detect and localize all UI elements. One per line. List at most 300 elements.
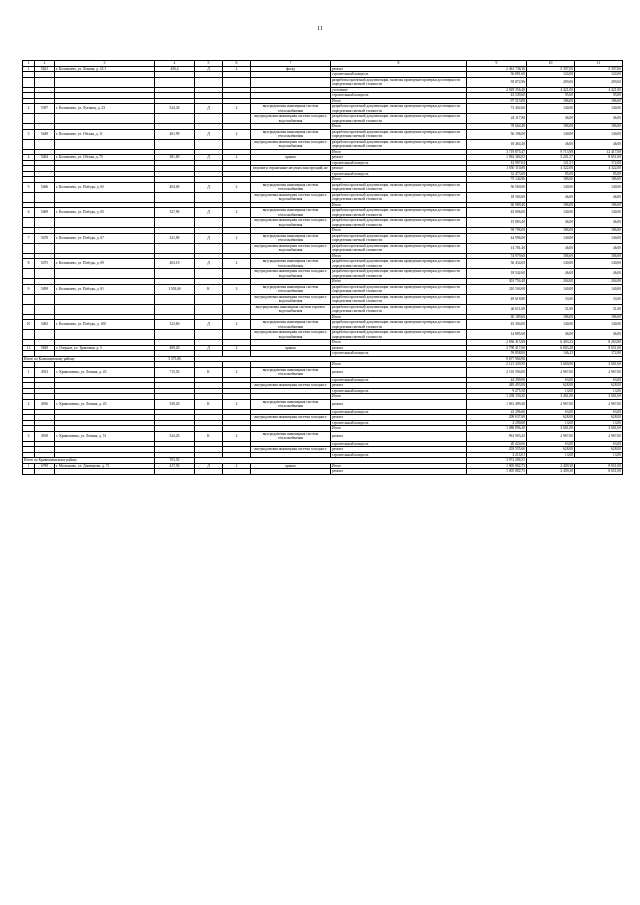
table-row [23,469,623,475]
table-cell: 10 [23,320,35,330]
table-cell [223,139,251,149]
table-cell: утепление [331,87,467,93]
table-cell: 6 [223,61,251,67]
table-cell: 12 417,00 [575,149,623,155]
table-cell: 186,00 [527,124,575,130]
table-cell: 2 [23,399,35,409]
table-cell: строительный контроль [331,72,467,78]
table-cell: 1 [23,463,35,469]
table-cell [35,218,55,228]
table-cell: г. Колпашево, ул. Ленина, д. 41/1 [55,66,155,72]
table-cell: внутридомовая инженерная система холодного водоснабжения [251,139,331,149]
table-cell: 46,00 [575,330,623,340]
table-cell: 4916 [35,399,55,409]
table-cell: 409,20 [155,345,195,351]
table-cell: 63,00 [527,441,575,447]
table-cell: Д [195,345,223,351]
table-cell: Д [195,182,223,192]
table-cell: внутридомовая инженерная система теплоснабжения [251,284,331,294]
table-cell: разработка проектной документации, включая проведение проверки достоверности определения сметной стоимости [331,77,467,87]
table-cell: разработка проектной документации, включая проведение проверки достоверности определения сметной стоимости [331,330,467,340]
table-cell: разработка проектной документации, включая проведение проверки достоверности определения сметной стоимости [331,104,467,114]
table-cell: 140,00 [527,320,575,330]
table-cell: 9 275,50 [467,388,527,394]
table-cell: разработка проектной документации, включая проведение проверки достоверности определения сметной стоимости [331,114,467,124]
table-cell: 172,00 [575,351,623,357]
table-cell: 2 [223,259,251,269]
table-cell: строительный контроль [331,351,467,357]
table-cell: г. Колпашево, ул. Победы, д. 100 [55,320,155,330]
table-cell: 140,00 [527,233,575,243]
table-cell: 56 434,00 [467,259,527,269]
table-cell: 140,00 [575,320,623,330]
table-cell: г. Колпашево, ул. Лугинец, д. 33 [55,104,155,114]
table-cell: 46,00 [527,192,575,202]
table-cell [55,77,155,87]
table-cell: строительный контроль [331,420,467,426]
table-cell: г. Колпашево, ул. Победы, д. 81 [55,284,155,294]
table-cell: 1 061 489,40 [467,399,527,409]
table-cell: 45 304,00 [467,320,527,330]
table-row [23,367,623,377]
table-cell [155,243,195,253]
table-cell: 204,00 [575,279,623,285]
table-cell: Д [195,463,223,469]
table-cell [55,469,155,475]
table-cell: 3 660,00 [527,362,575,368]
table-row [23,294,623,304]
table-cell: 186,00 [575,253,623,259]
table-cell [55,243,155,253]
table-cell: 124,00 [575,72,623,78]
table-cell: Д [195,320,223,330]
table-cell: 2 [223,66,251,72]
table-cell: 2 967,00 [575,367,623,377]
table-row [23,104,623,114]
table-cell: 186,00 [575,228,623,234]
table-cell: 4 216,01 [467,452,527,458]
table-cell [55,269,155,279]
table-cell: внутридомовая инженерная система теплоснабжения [251,431,331,441]
table-cell: 46,00 [575,139,623,149]
table-cell: 323,60 [155,320,195,330]
table-cell: Итого [331,463,467,469]
table-cell: 1 [23,367,35,377]
table-cell: 5499 [35,284,55,294]
table-row [23,233,623,243]
table-cell: внутридомовая инженерная система холодного водоснабжения [251,330,331,340]
table-cell [195,294,223,304]
table-cell: 3 661,00 [575,394,623,400]
table-cell: г. Колпашево, ул. Победы, д. 69 [55,259,155,269]
table-cell: 9 [23,284,35,294]
table-cell: 1 [23,66,35,72]
table-cell [23,330,35,340]
table-cell [55,304,155,314]
table-cell: 186,00 [527,314,575,320]
table-cell: 2 461 738,30 [467,66,527,72]
table-cell: Итого [331,98,467,104]
table-cell: 124,00 [527,72,575,78]
table-cell [155,114,195,124]
table-cell: строительный контроль [331,377,467,383]
table-cell: 140,00 [527,182,575,192]
table-row [23,269,623,279]
table-cell: 14 781,40 [467,243,527,253]
table-cell [55,139,155,149]
table-cell: 2 967,00 [575,431,623,441]
table-cell: 1 650 110,80 [467,166,527,172]
table-cell: 5449 [35,129,55,139]
table-row [23,129,623,139]
table-cell: 85,00 [527,171,575,177]
table-cell: 8 651,00 [575,345,623,351]
table-cell: 60 989,40 [467,202,527,208]
table-cell: 11 [23,345,35,351]
table-cell: 186,00 [527,253,575,259]
table-cell: 2 [223,182,251,192]
table-cell: 7 [23,233,35,243]
subtotal-area: 5 375,80 [155,356,195,362]
table-cell: ремонт [331,367,467,377]
table-cell: внутридомовая инженерная система теплоснабжения [251,399,331,409]
table-cell: крыша [251,155,331,161]
table-cell: 24 117,80 [467,114,527,124]
table-cell: 22 296,60 [467,409,527,415]
subtotal-sum: 3 972 286,55 [467,458,527,464]
table-cell: 140,00 [527,129,575,139]
table-cell: 46,00 [575,269,623,279]
table-cell: 4 421,00 [527,87,575,93]
table-cell: 8 651,00 [575,155,623,161]
table-cell: 59 796,00 [467,228,527,234]
table-cell: крыша [251,345,331,351]
table-cell: внутридомовая инженерная система теплоснабжения [251,129,331,139]
table-cell: 5 201,57 [527,155,575,161]
table-cell: Итого [331,279,467,285]
table-cell: 13,00 [575,388,623,394]
table-cell: 14 885,60 [467,330,527,340]
table-cell: 4 322,00 [575,166,623,172]
table-cell: ремонт [331,399,467,409]
table-cell: 2 [223,208,251,218]
table-cell: фасад [251,66,331,72]
table-cell: 140,00 [575,208,623,218]
table-cell: 33,00 [527,294,575,304]
table-cell: внутридомовая инженерная система холодного водоснабжения [251,192,331,202]
subtotal-label: Итого по Колпашевскому району [23,356,155,362]
table-cell: ремонт [331,415,467,421]
table-cell: внутридомовая инженерная система теплоснабжения [251,208,331,218]
table-cell: 46,00 [527,218,575,228]
table-cell: разработка проектной документации, включая проведение проверки достоверности определения сметной стоимости [331,243,467,253]
table-cell: внутридомовая инженерная система горячего водоснабжения [251,304,331,314]
table-cell [155,218,195,228]
table-cell: Итого [331,362,467,368]
table-cell: внутридомовая инженерная система холодного водоснабжения [251,269,331,279]
table-cell: 2 [35,61,55,67]
table-cell: разработка проектной документации, включая проведение проверки достоверности определения сметной стоимости [331,218,467,228]
table-cell: 140,00 [527,104,575,114]
table-cell: 5 [23,182,35,192]
table-cell: 715,50 [155,367,195,377]
table-cell: 381,80 [155,155,195,161]
table-cell: внутридомовая инженерная система теплоснабжения [251,104,331,114]
table-cell: 9 [467,61,527,67]
table-cell: с. Озерное, ул. Трактовая, д. 5 [55,345,155,351]
table-cell [195,192,223,202]
table-cell: 2 [223,320,251,330]
table-cell: 140,00 [575,104,623,114]
table-cell [195,330,223,340]
table-cell: 4 290,60 [467,420,527,426]
table-cell: Итого [331,253,467,259]
table-cell: разработка проектной документации, включая проведение проверки достоверности определения сметной стоимости [331,192,467,202]
table-cell: 45 906,00 [467,208,527,218]
table-cell: 4 [23,155,35,161]
table-cell: 324,29 [155,431,195,441]
table-cell: внутридомовая инженерная система теплоснабжения [251,367,331,377]
table-cell: 20 424,66 [467,441,527,447]
table-cell [223,294,251,304]
table-cell: Д [195,66,223,72]
table-cell: 1 503,60 [155,284,195,294]
table-cell [251,469,331,475]
table-cell: 5397 [35,104,55,114]
table-cell: 210 504,00 [467,284,527,294]
table-cell [23,114,35,124]
table-cell [23,139,35,149]
table-cell: 33,00 [575,294,623,304]
table-cell: 456,4 [155,66,195,72]
table-cell: К [195,367,223,377]
table-cell: 46,00 [527,243,575,253]
table-cell: 140,00 [575,259,623,269]
table-cell: 32 473,60 [467,171,527,177]
table-cell: 10 [527,61,575,67]
table-cell: 2 110 594,00 [467,367,527,377]
table-cell: Итого [331,340,467,346]
table-cell: ремонт [331,431,467,441]
table-cell: 4 [155,61,195,67]
table-cell: 5621 [35,66,55,72]
table-cell [223,469,251,475]
table-cell: 2 [223,345,251,351]
table-cell: строительный контроль [331,388,467,394]
table-cell: 1 963 384,03 [467,155,527,161]
table-cell: 46,00 [527,114,575,124]
table-cell: 2 [223,399,251,409]
table-cell [35,114,55,124]
table-cell: 186,00 [575,98,623,104]
table-cell [223,304,251,314]
table-cell: внутридомовая инженерная система холодного водоснабжения [251,294,331,304]
table-cell: ремонт [331,66,467,72]
table-cell: 9 713,98 [527,149,575,155]
table-cell: 5464 [35,155,55,161]
table-cell: Итого [331,149,467,155]
table-row [23,182,623,192]
table-cell [23,218,35,228]
table-cell [223,77,251,87]
table-cell: 18 464,40 [467,139,527,149]
table-cell: 358,20 [155,399,195,409]
table-cell: 46,00 [575,218,623,228]
table-cell: 1 005 882,75 [467,463,527,469]
table-cell: 6 803,28 [527,345,575,351]
table-cell: 3 661,00 [527,426,575,432]
table-cell: разработка проектной документации, включая проведение проверки достоверности определения сметной стоимости [331,208,467,218]
table-cell: 78 664,40 [467,124,527,130]
table-row [23,304,623,314]
table-cell: 8 263,00 [575,340,623,346]
table-cell: г. Колпашево, ул. Обская, д. 75 [55,155,155,161]
page-number: 11 [317,26,323,32]
table-cell: 56 196,00 [467,129,527,139]
table-cell: разработка проектной документации, включая проведение проверки достоверности определения сметной стоимости [331,269,467,279]
table-cell: 449 493,00 [467,383,527,389]
table-cell: 186,00 [575,202,623,208]
table-cell: 628,00 [527,447,575,453]
table-cell: с. Кривошеино, ул. Ленина, д. 51 [55,431,155,441]
table-cell: 56 881,60 [467,72,527,78]
table-cell: 140,00 [527,284,575,294]
table-row [23,77,623,87]
table-cell: 2 [223,104,251,114]
table-cell: 146,23 [527,351,575,357]
table-cell: 97 519,80 [467,98,527,104]
table-cell: 140,00 [575,129,623,139]
table-cell: 95,00 [527,93,575,99]
table-cell [55,114,155,124]
table-cell [155,139,195,149]
table-cell: 140,00 [575,182,623,192]
table-cell: 44 390,00 [467,377,527,383]
table-cell: Итого [331,202,467,208]
table-cell: 13,00 [575,452,623,458]
table-cell: К [195,284,223,294]
table-cell: строительный контроль [331,160,467,166]
table-cell [223,269,251,279]
table-cell: 140,00 [575,233,623,243]
subtotal-label: Итого по Кривошеинскому району [23,458,155,464]
table-cell: 1 238 150,20 [467,394,527,400]
table-cell [195,139,223,149]
table-cell: разработка проектной документации, включая проведение проверки достоверности определения сметной стоимости [331,129,467,139]
table-cell: 63,00 [527,377,575,383]
table-row [23,208,623,218]
table-cell [195,77,223,87]
table-cell: Д [195,155,223,161]
table-cell: 85,00 [575,171,623,177]
table-cell: 2 967,00 [527,367,575,377]
table-row [23,399,623,409]
table-cell: 2 [223,155,251,161]
table-cell [223,330,251,340]
table-cell: 186,00 [575,177,623,183]
table-cell: 403,10 [155,259,195,269]
table-cell: 417,50 [155,463,195,469]
table-cell [35,77,55,87]
table-cell: 3 [23,431,35,441]
table-cell: 2 [223,233,251,243]
table-cell: 203 555,60 [467,447,527,453]
table-cell: г. Колпашево, ул. Обская, д. 11 [55,129,155,139]
table-cell: 2 121 329,50 [467,362,527,368]
table-cell: 13,00 [575,420,623,426]
table-cell [55,294,155,304]
table-cell [23,469,35,475]
table-cell: разработка проектной документации, включая проведение проверки достоверности определения сметной стоимости [331,259,467,269]
table-cell: 2 967,00 [575,399,623,409]
table-cell: с. Кривошеино, ул. Ленина, д. 43 [55,367,155,377]
table-cell: 13,00 [527,420,575,426]
table-cell: 8 [23,259,35,269]
table-cell [35,269,55,279]
table-cell: 6 403,22 [527,340,575,346]
table-cell [23,77,35,87]
table-cell: 401,99 [155,129,195,139]
table-cell [23,304,35,314]
table-cell: 42 907,04 [467,160,527,166]
table-cell [23,243,35,253]
table-cell [35,192,55,202]
table-cell: 6789 [35,463,55,469]
table-cell: 43 549,60 [467,93,527,99]
table-cell: 2 790 417,60 [467,345,527,351]
table-cell [195,469,223,475]
table-cell: 4 322,00 [527,166,575,172]
table-cell: 95 872,96 [467,77,527,87]
table-cell: 63,00 [527,409,575,415]
table-cell: 4 421,00 [575,87,623,93]
table-cell: строительный контроль [331,93,467,99]
subtotal-area: 703,50 [155,458,195,464]
table-cell: 63,00 [575,409,623,415]
table-cell: 172,00 [575,160,623,166]
table-cell: 15 083,40 [467,218,527,228]
table-row [23,218,623,228]
table-cell [155,304,195,314]
table-cell: 3 461,00 [527,394,575,400]
table-cell: 11 [575,61,623,67]
table-cell [223,192,251,202]
table-cell: 5 [195,61,223,67]
table-cell: 3 [223,284,251,294]
table-cell: 8 [331,61,467,67]
table-cell: 301 754,40 [467,279,527,285]
table-cell: внутридомовая инженерная система холодного водоснабжения [251,114,331,124]
table-cell [155,77,195,87]
table-cell: 5475 [35,259,55,269]
table-cell: ремонт [331,383,467,389]
table-cell: 5482 [35,320,55,330]
table-cell [195,269,223,279]
table-cell: ремонт [331,469,467,475]
table-cell: разработка проектной документации, включая проведение проверки достоверности определения сметной стоимости [331,294,467,304]
table-cell: Д [195,233,223,243]
table-cell [35,139,55,149]
table-cell: К [195,399,223,409]
table-cell: внутридомовая инженерная система теплоснабжения [251,182,331,192]
table-cell [155,294,195,304]
table-cell: внутридомовая инженерная система теплоснабжения [251,259,331,269]
table-cell: 628,00 [575,415,623,421]
table-cell: 3 [23,129,35,139]
table-cell: 628,00 [527,415,575,421]
table-cell: внутридомовая инженерная система холодного водоснабжения [251,243,331,253]
table-row [23,330,623,340]
